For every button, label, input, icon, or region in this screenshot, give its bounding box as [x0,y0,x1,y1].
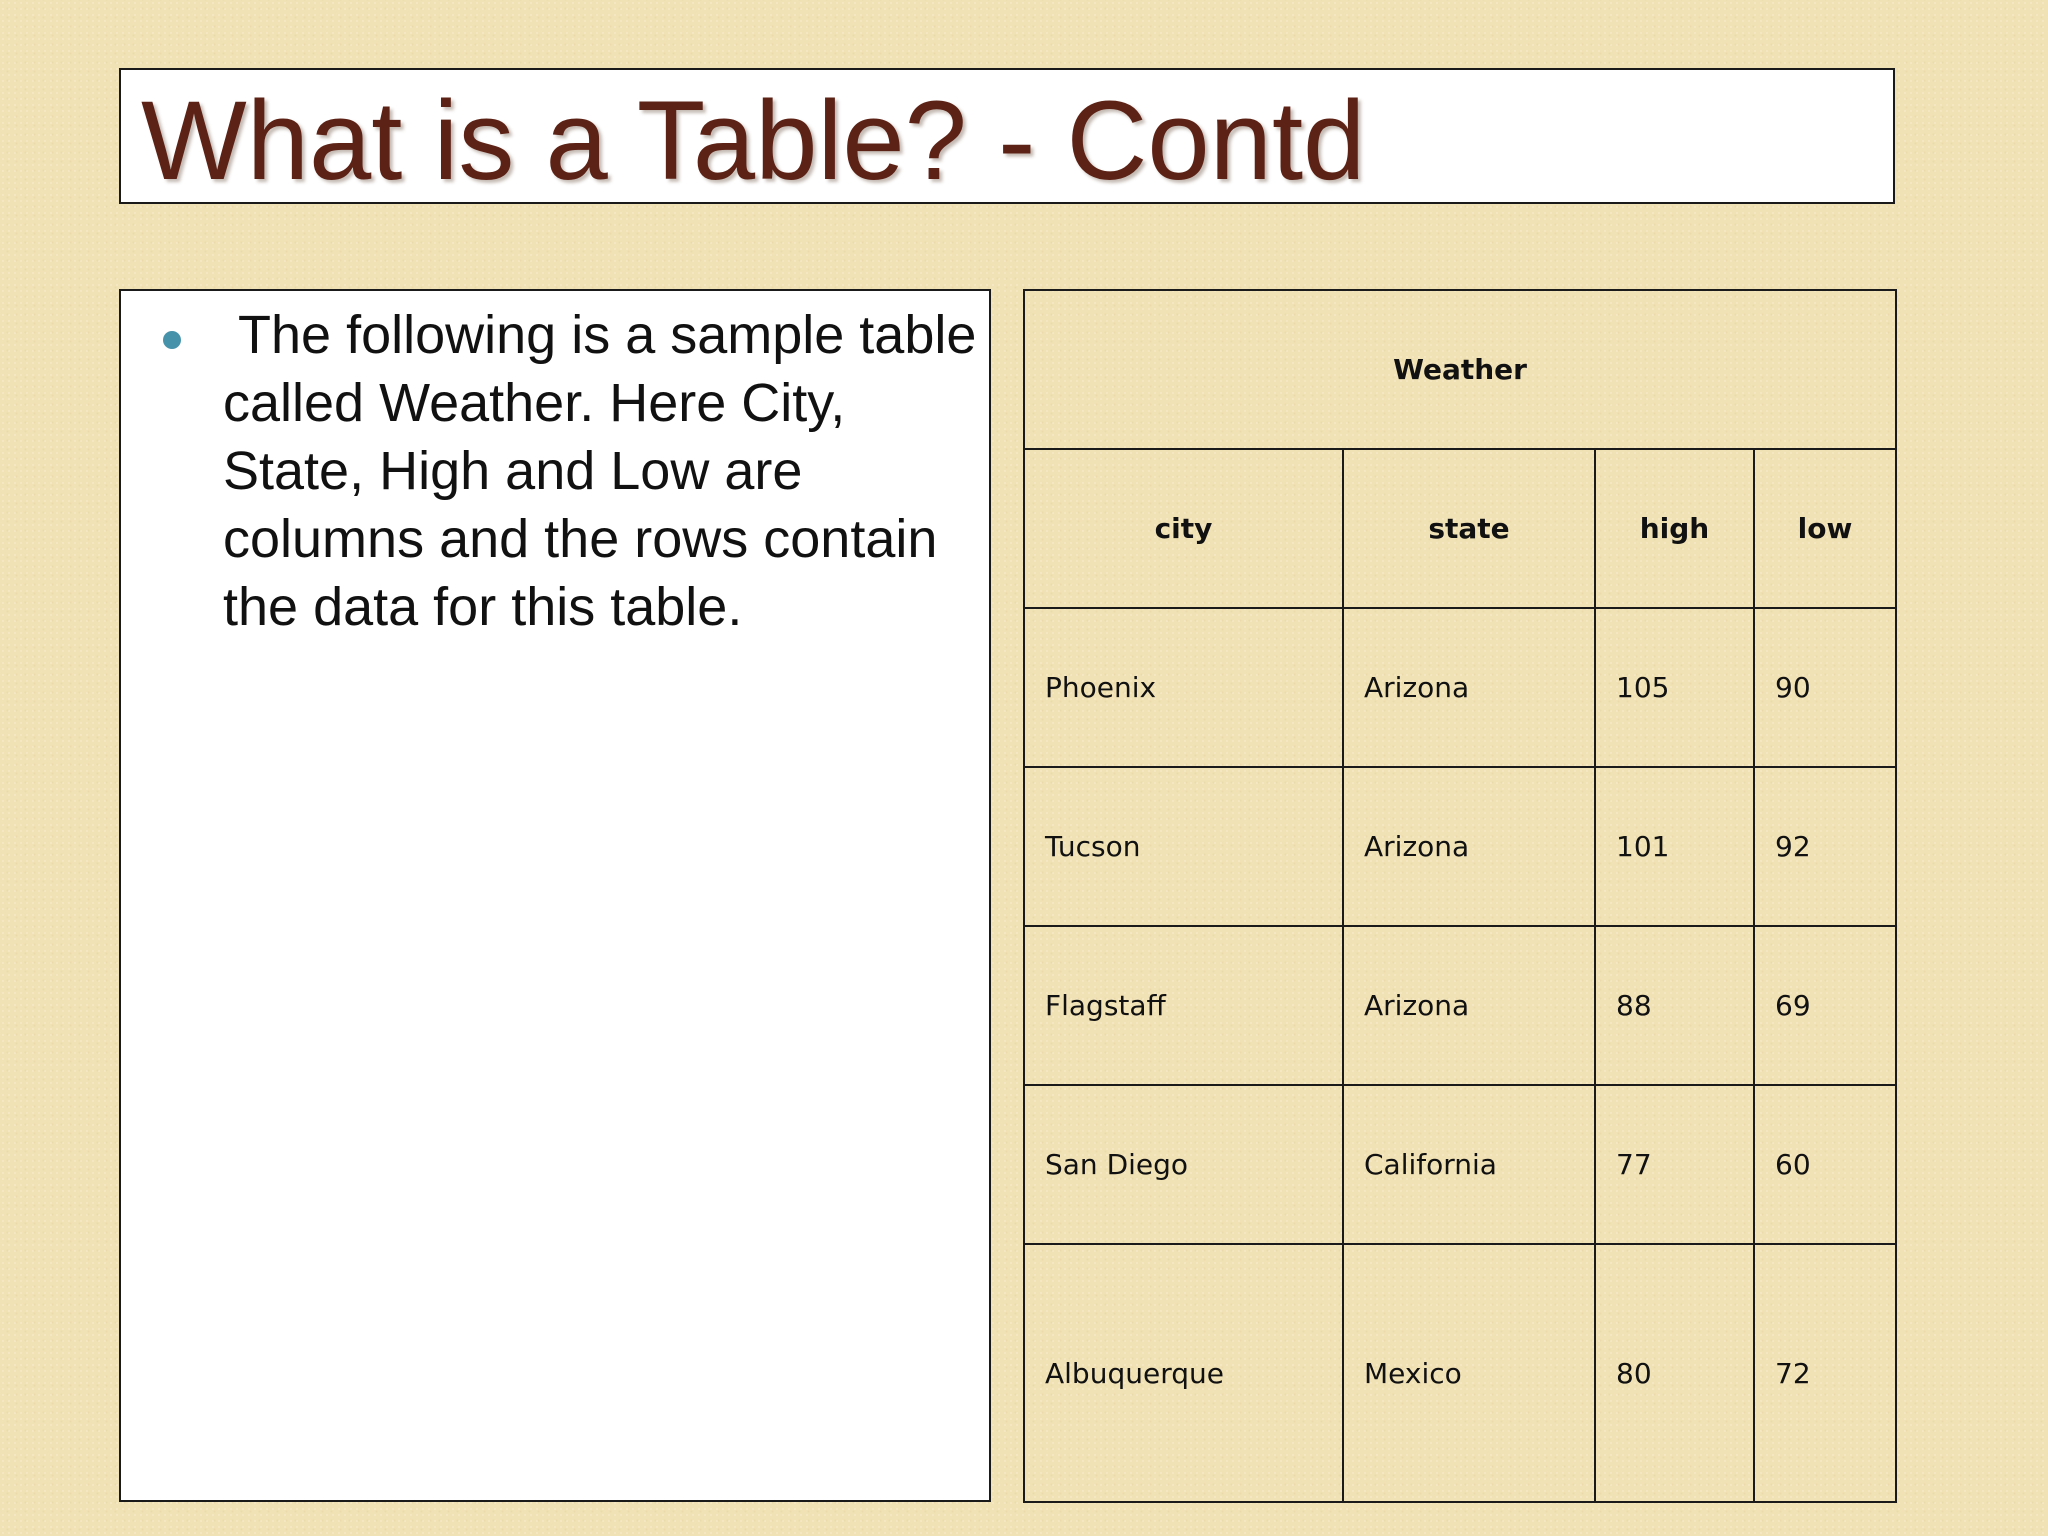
table-row [1024,767,1896,926]
column-header-high: high [1595,449,1754,608]
table-cell-low: 69 [1754,926,1896,1085]
table-row [1024,1085,1896,1244]
table-cell-state: Arizona [1343,608,1595,767]
weather-table [1023,289,1897,1503]
table-cell-high: 88 [1595,926,1754,1085]
table-cell-low: 60 [1754,1085,1896,1244]
table-cell-city: Tucson [1024,767,1343,926]
table-header-row [1024,449,1896,608]
table-row [1024,1244,1896,1502]
table-cell-state: Mexico [1343,1244,1595,1502]
table-cell-low: 72 [1754,1244,1896,1502]
column-header-low: low [1754,449,1896,608]
table-cell-high: 101 [1595,767,1754,926]
bullet-dot-icon [163,331,181,349]
slide-title: What is a Table? - Contd [141,78,1366,203]
title-box [119,68,1895,204]
table-cell-state: Arizona [1343,926,1595,1085]
bullet-text: The following is a sample table called Weather. Here City, State, High and Low are columns and the rows contain the data for this table. [223,305,992,637]
table-caption-row [1024,290,1896,449]
table-cell-high: 80 [1595,1244,1754,1502]
column-header-city: city [1024,449,1343,608]
table-cell-low: 92 [1754,767,1896,926]
table-cell-city: Flagstaff [1024,926,1343,1085]
content-text-box [119,289,991,1502]
table-cell-state: California [1343,1085,1595,1244]
table-cell-city: Albuquerque [1024,1244,1343,1502]
table-cell-high: 105 [1595,608,1754,767]
table-row [1024,608,1896,767]
table-cell-low: 90 [1754,608,1896,767]
column-header-state: state [1343,449,1595,608]
table-row [1024,926,1896,1085]
table-cell-high: 77 [1595,1085,1754,1244]
table-caption: Weather [1024,290,1896,449]
table-cell-city: San Diego [1024,1085,1343,1244]
table-cell-city: Phoenix [1024,608,1343,767]
table-cell-state: Arizona [1343,767,1595,926]
